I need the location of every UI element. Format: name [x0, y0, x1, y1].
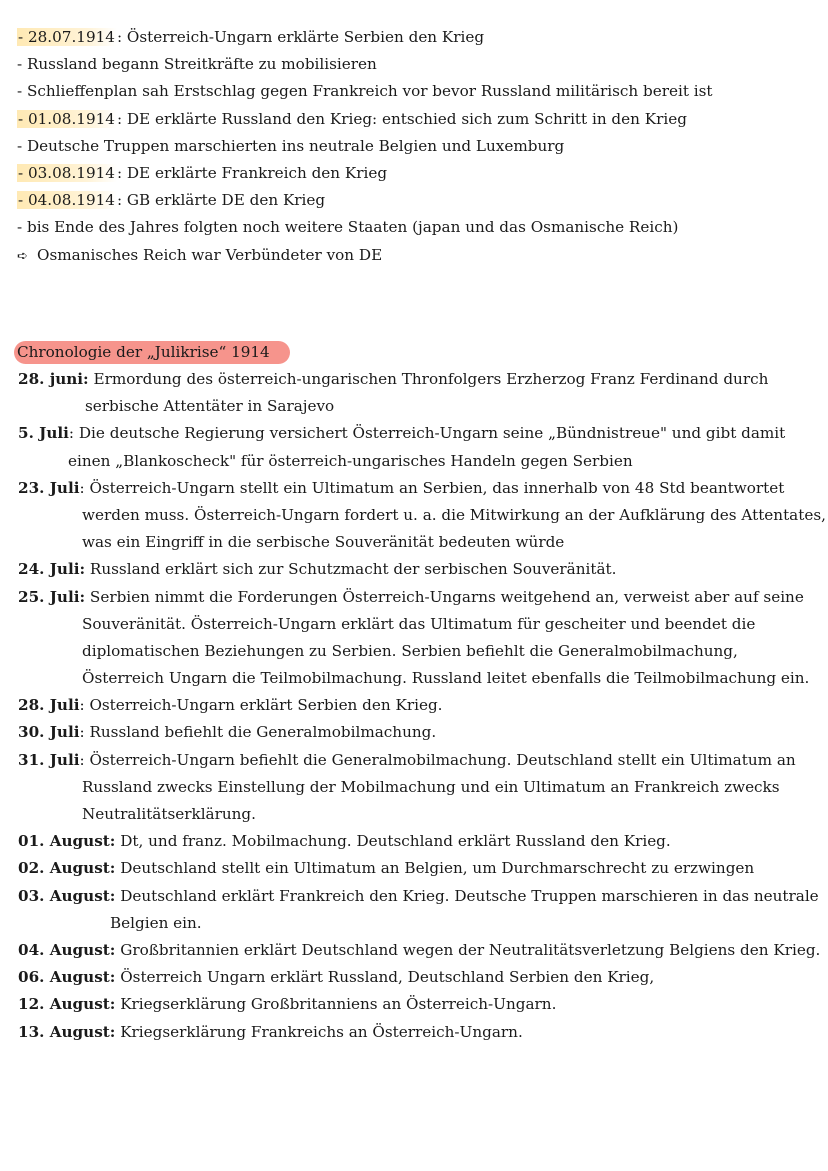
entry-date: 24. Juli:: [18, 560, 86, 579]
entry-date: 12. August:: [18, 995, 116, 1014]
bullet-item: - Deutsche Truppen marschierten ins neutrale Belgien und Luxemburg: [17, 136, 565, 155]
chronology-entry: 02. August: Deutschland stellt ein Ultimatum an Belgien, um Durchmarschrecht zu erzwingen: [18, 859, 755, 878]
chronology-entry: 28. juni: Ermordung des österreich-ungarischen Thronfolgers Erzherzog Franz Ferdinand durch serbische Attentäter in Sarajevo: [18, 370, 769, 416]
entry-date: 03. August:: [18, 886, 116, 905]
chronology-entry: 25. Juli: Serbien nimmt die Forderungen Österreich-Ungarns weitgehend an, verweist aber auf seine Souveränität. Österreich-Ungarn erklärt das Ultimatum für gescheiter und beendet die diplomatischen Beziehungen zu Serbien. Serbien befiehlt die Generalmobilmachung, Österreich Ungarn die Teilmobilmachung. Russland leitet ebenfalls die Teilmobilmachung ein.: [18, 587, 810, 688]
chronology-entry: 23. Juli: Österreich-Ungarn stellt ein Ultimatum an Serbien, das innerhalb von 48 Std beantwortet werden muss. Österreich-Ungarn fordert u. a. die Mitwirkung an der Aufklärung des Attentates, was ein Eingriff in die serbische Souveränität bedeuten würde: [18, 478, 826, 552]
chronology-entry: 03. August: Deutschland erklärt Frankreich den Krieg. Deutsche Truppen marschieren in das neutrale Belgien ein.: [18, 886, 819, 932]
highlight-marker: - 01.08.1914: [18, 109, 115, 128]
entry-date: 25. Juli:: [18, 587, 86, 606]
chronology-entry: 06. August: Österreich Ungarn erklärt Russland, Deutschland Serbien den Krieg,: [18, 968, 655, 987]
entry-date: 13. August:: [18, 1022, 116, 1041]
arrow-icon: ➪: [17, 248, 28, 264]
highlight-marker: - 28.07.1914: [18, 28, 115, 46]
chronology-list: [18, 366, 826, 1046]
chronology-entry: 13. August: Kriegserklärung Frankreichs an Österreich-Ungarn.: [18, 1022, 523, 1041]
bullet-item: - 28.07.1914 : Österreich-Ungarn erklärte Serbien den Krieg: [18, 28, 485, 46]
chronology-entry: 28. Juli: Osterreich-Ungarn erklärt Serbien den Krieg.: [18, 696, 443, 715]
chronology-entry: 31. Juli: Österreich-Ungarn befiehlt die Generalmobilmachung. Deutschland stellt ein Ultimatum an Russland zwecks Einstellung der Mobilmachung und ein Ultimatum an Frankreich zwecks Neutralitätserklärung.: [18, 750, 796, 823]
bullet-item: - bis Ende des Jahres folgten noch weitere Staaten (japan und das Osmanische Reich): [17, 218, 679, 237]
entry-date: 28. Juli: [18, 696, 80, 715]
bullet-item: - Russland begann Streitkräfte zu mobilisieren: [17, 55, 377, 74]
bullet-item: ➪ Osmanisches Reich war Verbündeter von DE: [17, 242, 817, 269]
entry-date: 06. August:: [18, 968, 116, 987]
chronology-entry: 04. August: Großbritannien erklärt Deutschland wegen der Neutralitätsverletzung Belgiens den Krieg.: [18, 940, 821, 959]
entry-date: 31. Juli: [18, 750, 80, 769]
entry-date: 30. Juli: [18, 723, 80, 742]
bullet-item: - 01.08.1914 : DE erklärte Russland den Krieg: entschied sich zum Schritt in den Krieg: [18, 109, 687, 128]
bullet-item: - 04.08.1914 : GB erklärte DE den Krieg: [18, 191, 326, 210]
chronology-entry: 5. Juli: Die deutsche Regierung versichert Österreich-Ungarn seine „Bündnistreue" und gibt damit einen „Blankoscheck" für österreich-ungarisches Handeln gegen Serbien: [18, 424, 786, 470]
bullet-item: - Schlieffenplan sah Erstschlag gegen Frankreich vor bevor Russland militärisch bereit ist: [17, 82, 713, 101]
entry-date: 23. Juli: [18, 478, 80, 497]
chronology-entry: 24. Juli: Russland erklärt sich zur Schutzmacht der serbischen Souveränität.: [18, 560, 617, 579]
entry-date: 02. August:: [18, 859, 116, 878]
bullet-item: - 03.08.1914 : DE erklärte Frankreich den Krieg: [18, 163, 388, 182]
highlight-marker: - 04.08.1914: [18, 191, 115, 210]
bullet-list: [17, 24, 817, 269]
chronology-entry: 12. August: Kriegserklärung Großbritanniens an Österreich-Ungarn.: [18, 995, 557, 1014]
entry-date: 5. Juli: [18, 424, 69, 443]
entry-date: 04. August:: [18, 940, 116, 959]
highlight-marker: - 03.08.1914: [18, 163, 115, 182]
section-heading: Chronologie der „Julikrise“ 1914: [14, 341, 290, 364]
entry-date: 01. August:: [18, 832, 116, 851]
chronology-entry: 30. Juli: Russland befiehlt die Generalmobilmachung.: [18, 723, 437, 742]
entry-date: 28. juni:: [18, 370, 89, 388]
chronology-entry: 01. August: Dt, und franz. Mobilmachung. Deutschland erklärt Russland den Krieg.: [18, 832, 671, 851]
